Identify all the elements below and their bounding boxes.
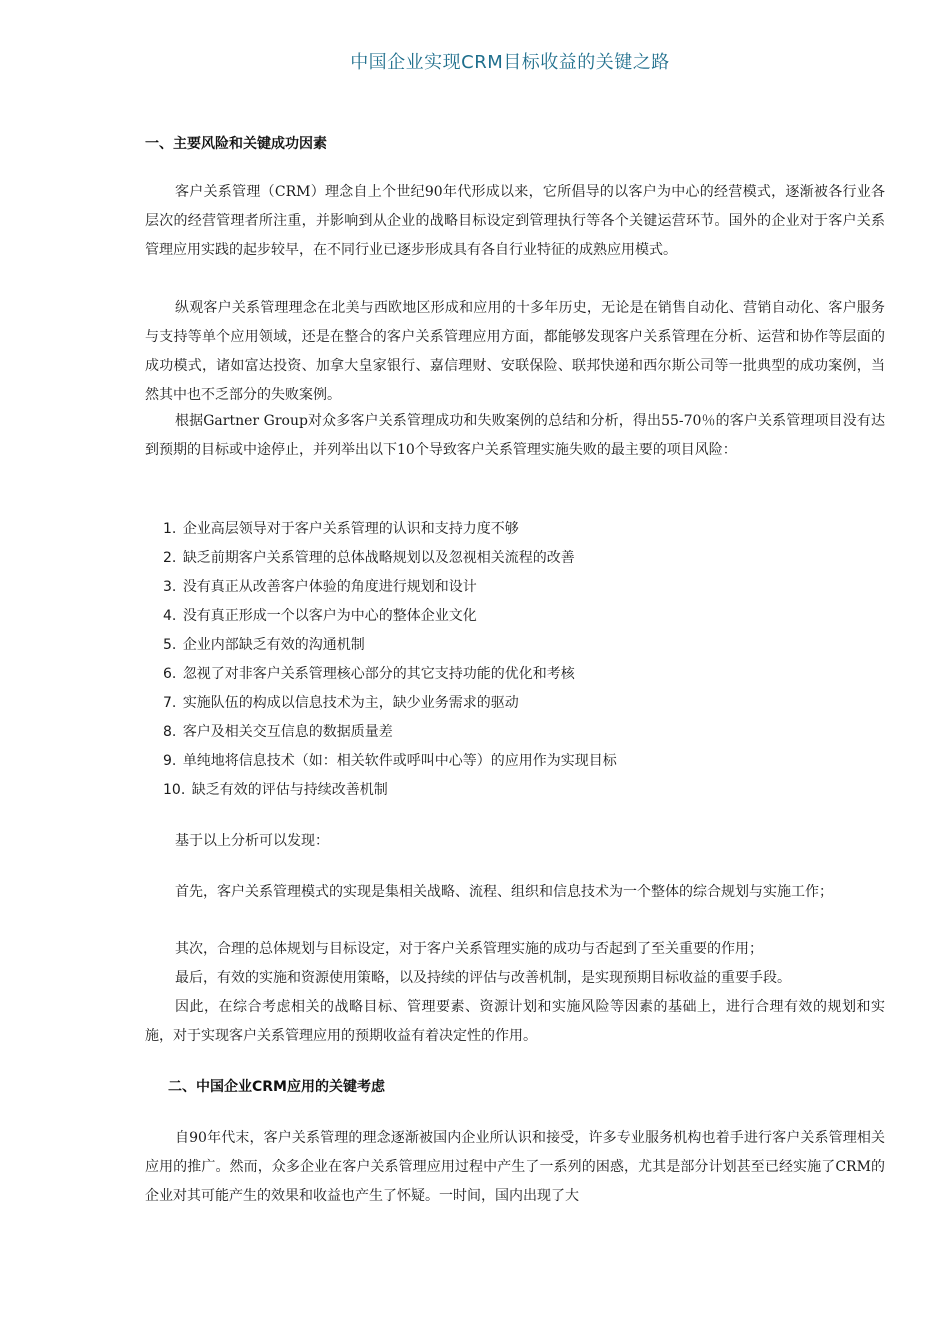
risk-text: 忽视了对非客户关系管理核心部分的其它支持功能的优化和考核 [182, 666, 575, 682]
risk-item [163, 660, 617, 689]
risk-number: 1. [163, 521, 177, 537]
risk-number: 4. [163, 608, 177, 624]
risk-text: 客户及相关交互信息的数据质量差 [182, 724, 393, 740]
risk-item [163, 689, 617, 718]
risk-text: 缺乏前期客户关系管理的总体战略规划以及忽视相关流程的改善 [182, 550, 575, 566]
risk-text: 企业高层领导对于客户关系管理的认识和支持力度不够 [182, 521, 519, 537]
section-1-paragraph-1: 客户关系管理（CRM）理念自上个世纪90年代形成以来，它所倡导的以客户为中心的经营模式，逐渐被各行业各层次的经营管理者所注重，并影响到从企业的战略目标设定到管理执行等各个关键运营环节。国外的企业对于客户关系管理应用实践的起步较早，在不同行业已逐步形成具有各自行业特征的成熟应用模式。 [145, 184, 885, 258]
finding-first: 首先，客户关系管理模式的实现是集相关战略、流程、组织和信息技术为一个整体的综合规划与实施工作； [175, 884, 833, 900]
risk-item [163, 544, 617, 573]
risk-text: 缺乏有效的评估与持续改善机制 [191, 782, 388, 798]
risk-text: 单纯地将信息技术（如：相关软件或呼叫中心等）的应用作为实现目标 [182, 753, 617, 769]
document-title: 中国企业实现CRM目标收益的关键之路 [350, 52, 670, 73]
risk-number: 9. [163, 753, 177, 769]
finding-conclusion: 因此，在综合考虑相关的战略目标、管理要素、资源计划和实施风险等因素的基础上，进行合理有效的规划和实施，对于实现客户关系管理应用的预期收益有着决定性的作用。 [145, 999, 885, 1044]
section-2-heading: 二、中国企业CRM应用的关键考虑 [168, 1079, 385, 1095]
risk-item [163, 747, 617, 776]
risk-number: 2. [163, 550, 177, 566]
risk-item [163, 776, 617, 805]
risk-text: 没有真正形成一个以客户为中心的整体企业文化 [182, 608, 477, 624]
section-1-paragraph-3: 根据Gartner Group对众多客户关系管理成功和失败案例的总结和分析，得出55-70％的客户关系管理项目没有达到预期的目标或中途停止，并列举出以下10个导致客户关系管理实施失败的最主要的项目风险： [145, 413, 885, 458]
finding-third: 最后，有效的实施和资源使用策略，以及持续的评估与改善机制，是实现预期目标收益的重要手段。 [175, 970, 791, 986]
section-1-paragraph-2: 纵观客户关系管理理念在北美与西欧地区形成和应用的十多年历史，无论是在销售自动化、营销自动化、客户服务与支持等单个应用领域，还是在整合的客户关系管理应用方面，都能够发现客户关系管理在分析、运营和协作等层面的成功模式，诸如富达投资、加拿大皇家银行、嘉信理财、安联保险、联邦快递和西尔斯公司等一批典型的成功案例，当然其中也不乏部分的失败案例。 [145, 300, 885, 403]
finding-second: 其次，合理的总体规划与目标设定，对于客户关系管理实施的成功与否起到了至关重要的作用； [175, 941, 763, 957]
risk-number: 6. [163, 666, 177, 682]
risk-item [163, 602, 617, 631]
risk-text: 企业内部缺乏有效的沟通机制 [182, 637, 365, 653]
section-2-paragraph-1: 自90年代末，客户关系管理的理念逐渐被国内企业所认识和接受，许多专业服务机构也着手进行客户关系管理相关应用的推广。然而，众多企业在客户关系管理应用过程中产生了一系列的困惑，尤其是部分计划甚至已经实施了CRM的企业对其可能产生的效果和收益也产生了怀疑。一时间，国内出现了大 [145, 1130, 885, 1204]
risk-number: 7. [163, 695, 177, 711]
risk-number: 8. [163, 724, 177, 740]
risk-item [163, 573, 617, 602]
risk-list [163, 515, 617, 805]
risk-text: 实施队伍的构成以信息技术为主，缺少业务需求的驱动 [182, 695, 519, 711]
risk-text: 没有真正从改善客户体验的角度进行规划和设计 [182, 579, 477, 595]
risk-item [163, 718, 617, 747]
risk-number: 3. [163, 579, 177, 595]
risk-number: 10. [163, 782, 186, 798]
risk-item [163, 515, 617, 544]
section-1-heading: 一、主要风险和关键成功因素 [145, 136, 327, 152]
analysis-intro: 基于以上分析可以发现： [175, 833, 329, 849]
risk-item [163, 631, 617, 660]
risk-number: 5. [163, 637, 177, 653]
